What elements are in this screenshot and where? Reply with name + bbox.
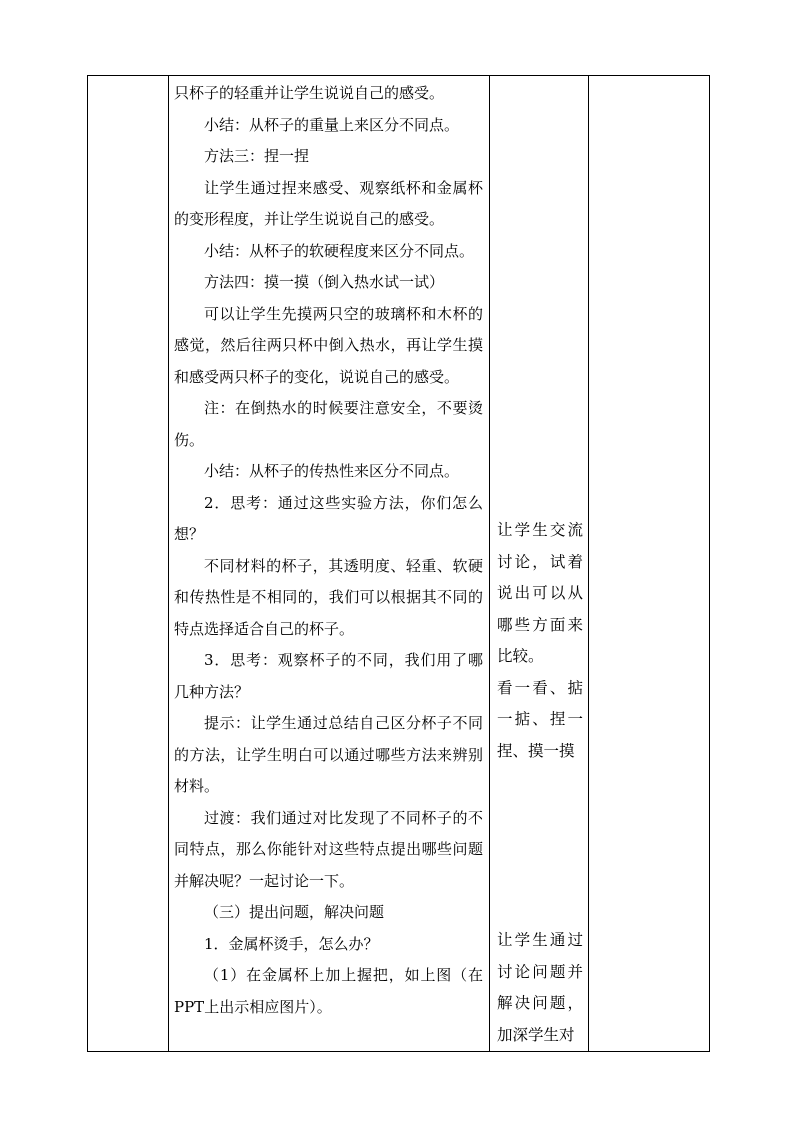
paragraph: 小结：从杯子的传热性来区分不同点。 xyxy=(204,462,460,480)
paragraph: 可以让学生先摸两只空的玻璃杯和木杯的感觉，然后往两只杯中倒入热水，再让学生摸和感受两只杯子的变化，说说自己的感受。 xyxy=(174,304,483,386)
paragraph: 让学生通过捏来感受、观察纸杯和金属杯的变形程度，并让学生说说自己的感受。 xyxy=(174,178,483,228)
spacer xyxy=(497,76,583,515)
student-note: 让学生交流讨论，试着说出可以从哪些方面来比较。 xyxy=(497,521,583,665)
spacer xyxy=(497,767,583,925)
paragraph: 3．思考：观察杯子的不同，我们用了哪几种方法？ xyxy=(174,651,483,701)
lesson-table xyxy=(87,75,710,1052)
paragraph: 小结：从杯子的重量上来区分不同点。 xyxy=(204,115,460,134)
paragraph: 只杯子的轻重并让学生说说自己的感受。 xyxy=(174,84,445,102)
student-note: 看一看、掂一掂、捏一捏、摸一摸 xyxy=(497,678,583,760)
paragraph: 注：在倒热水的时候要注意安全，不要烫伤。 xyxy=(174,399,483,449)
paragraph: 2．思考：通过这些实验方法，你们怎么想？ xyxy=(174,493,483,543)
student-note: 让学生通过讨论问题并解决问题，加深学生对 xyxy=(497,931,583,1044)
paragraph: 小结：从杯子的软硬程度来区分不同点。 xyxy=(204,241,475,260)
paragraph: 1．金属杯烫手，怎么办？ xyxy=(204,934,379,953)
empty-left-cell xyxy=(88,76,169,1052)
student-activity-cell xyxy=(490,76,589,1052)
teaching-text xyxy=(169,76,489,1023)
section-heading: （三）提出问题，解决问题 xyxy=(204,903,385,921)
paragraph: （1）在金属杯上加上握把，如上图（在PPT上出示相应图片）。 xyxy=(174,966,483,1016)
student-activity-text xyxy=(490,76,588,1051)
paragraph: 不同材料的杯子，其透明度、轻重、软硬和传热性是不相同的，我们可以根据其不同的特点选择适合自己的杯子。 xyxy=(174,556,483,638)
paragraph: 方法三：捏一捏 xyxy=(204,147,310,165)
paragraph: 提示：让学生通过总结自己区分杯子不同的方法，让学生明白可以通过哪些方法来辨别材料。 xyxy=(174,714,483,795)
table-row xyxy=(88,76,710,1052)
teaching-process-cell xyxy=(169,76,490,1052)
paragraph: 方法四：摸一摸（倒入热水试一试） xyxy=(204,273,445,291)
paragraph: 过渡：我们通过对比发现了不同杯子的不同特点，那么你能针对这些特点提出哪些问题并解决呢？一起讨论一下。 xyxy=(174,808,483,890)
empty-right-cell xyxy=(589,76,710,1052)
